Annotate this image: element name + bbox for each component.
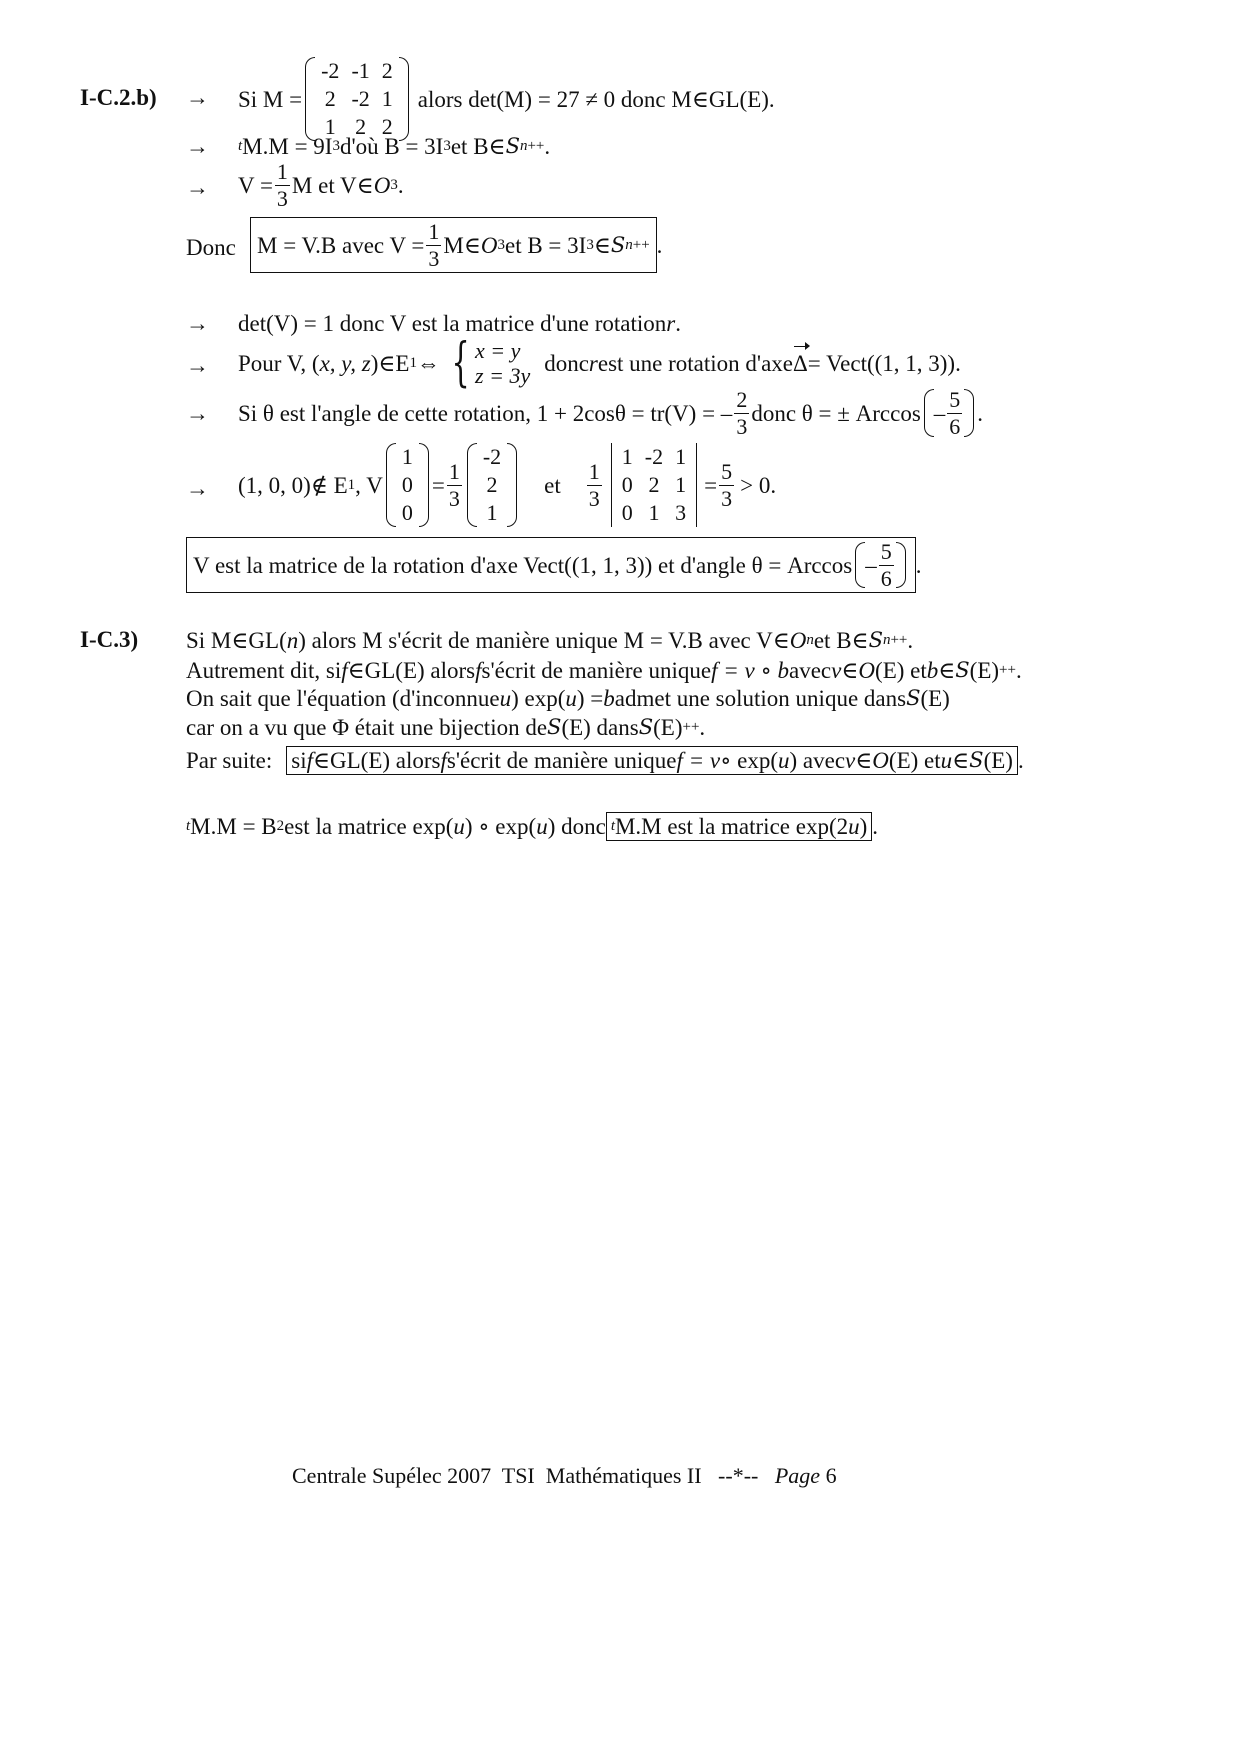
text: avec bbox=[789, 657, 832, 683]
vector-e1-table bbox=[396, 443, 419, 528]
script-O: O bbox=[789, 627, 807, 653]
fraction bbox=[426, 220, 441, 269]
script-O: O bbox=[858, 657, 876, 683]
arrow-icon: → bbox=[186, 476, 209, 501]
text: ∈ bbox=[952, 747, 970, 773]
var-b: b bbox=[603, 685, 615, 711]
text: > 0. bbox=[740, 472, 777, 498]
var-u: u bbox=[453, 813, 465, 839]
para-line-2: Autrement dit, si f ∈GL(E) alors f s'écrit de manière unique f = v ∘ b avec v ∈ O (E) et b ∈ S (E) ++ . bbox=[186, 657, 1022, 683]
text: donc θ = ± Arccos bbox=[751, 400, 921, 426]
matrix-cell: 1 bbox=[486, 500, 498, 526]
var-f: f bbox=[306, 747, 313, 773]
script-S: S bbox=[610, 232, 626, 257]
matrix-cell: -2 bbox=[482, 443, 502, 469]
matrix-cell: 1 bbox=[324, 114, 336, 140]
equation: f = v ∘ b bbox=[711, 657, 790, 683]
frac-den: 3 bbox=[736, 413, 748, 439]
frac-num: 1 bbox=[428, 219, 440, 245]
text: det(V) = 1 donc V est la matrice d'une rotation bbox=[238, 310, 667, 336]
punct: . bbox=[907, 627, 914, 653]
text: ) alors M s'écrit de manière unique M = V.B avec V∈ bbox=[298, 627, 790, 653]
paren-right bbox=[896, 542, 906, 588]
left-brace-icon: { bbox=[451, 333, 470, 393]
result-box-rotation bbox=[186, 537, 916, 593]
text: ∈ bbox=[855, 747, 873, 773]
text: ) donc bbox=[547, 813, 606, 839]
var-u: u bbox=[848, 813, 860, 839]
text: si bbox=[291, 747, 307, 773]
var-r: r bbox=[666, 310, 676, 336]
var-f: f bbox=[341, 657, 348, 683]
frac-den: 3 bbox=[588, 485, 600, 511]
fraction bbox=[879, 540, 894, 589]
script-O: O bbox=[480, 232, 498, 258]
text: donc bbox=[544, 350, 589, 376]
matrix-cell: 1 bbox=[401, 443, 413, 469]
matrix-row bbox=[616, 471, 692, 499]
matrix-cell: -1 bbox=[351, 57, 370, 83]
footer-page-label: Page bbox=[774, 1463, 821, 1488]
matrix-row bbox=[477, 471, 507, 499]
punct: . bbox=[656, 232, 663, 258]
minus: – bbox=[933, 400, 946, 426]
para-line-4: car on a vu que Φ était une bijection de S (E) dans S (E) ++ . bbox=[186, 714, 706, 740]
matrix-cell: 0 bbox=[621, 471, 633, 497]
para-line-5 bbox=[186, 744, 1024, 776]
matrix-cell: 2 bbox=[381, 114, 393, 140]
fraction bbox=[447, 460, 462, 509]
text-si-m: Si M = bbox=[238, 86, 303, 112]
line-matrix-M bbox=[238, 54, 775, 144]
text: ) avec bbox=[789, 747, 846, 773]
paren-left bbox=[386, 443, 396, 528]
page-footer bbox=[292, 1465, 837, 1487]
text-et: et bbox=[544, 472, 561, 498]
matrix-row bbox=[396, 443, 419, 471]
line-angle bbox=[238, 386, 983, 440]
text: , V bbox=[355, 472, 383, 498]
var-f: f bbox=[440, 747, 447, 773]
matrix-row bbox=[477, 499, 507, 527]
var-u: u bbox=[565, 685, 577, 711]
text: = Vect((1, 1, 3)). bbox=[807, 350, 961, 376]
text: Si M∈GL( bbox=[186, 627, 287, 653]
matrix-cell: -2 bbox=[351, 85, 370, 111]
matrix-row bbox=[396, 471, 419, 499]
paren-group bbox=[855, 539, 906, 591]
punct: . bbox=[675, 310, 681, 336]
matrix-cell: 2 bbox=[355, 114, 367, 140]
text: s'écrit de manière unique bbox=[446, 747, 677, 773]
var-xyz: x, y, z bbox=[319, 350, 371, 376]
matrix-row bbox=[477, 443, 507, 471]
var-b: b bbox=[926, 657, 939, 683]
equals: = bbox=[431, 472, 445, 498]
punct: . bbox=[699, 714, 706, 740]
matrix-cell: -2 bbox=[644, 443, 664, 469]
matrix-cell: 3 bbox=[675, 500, 687, 526]
punct: . bbox=[977, 400, 984, 426]
matrix-cell: 1 bbox=[621, 443, 633, 469]
text-det-M: alors det(M) = 27 ≠ 0 donc M∈GL(E). bbox=[417, 86, 775, 112]
text: admet une solution unique dans bbox=[614, 685, 907, 711]
text: s'écrit de manière unique bbox=[481, 657, 712, 683]
paren-right bbox=[964, 389, 974, 437]
equation: f = v bbox=[676, 747, 721, 773]
paren-right bbox=[399, 57, 409, 142]
punct: . bbox=[544, 133, 551, 159]
text: ∈GL(E) alors bbox=[312, 747, 441, 773]
fraction bbox=[719, 460, 734, 509]
frac-den: 3 bbox=[276, 185, 288, 211]
text-et: et B∈ bbox=[450, 133, 506, 159]
text: On sait que l'équation (d'inconnue bbox=[186, 685, 500, 711]
punct: . bbox=[915, 552, 922, 578]
frac-num: 5 bbox=[721, 459, 733, 485]
paren-left bbox=[924, 389, 934, 437]
system-eq-1: x = y bbox=[475, 337, 521, 363]
arrow-icon: → bbox=[186, 311, 209, 336]
text: Autrement dit, si bbox=[186, 657, 342, 683]
script-O: O bbox=[872, 747, 889, 773]
arrow-icon: → bbox=[186, 353, 209, 378]
para-line-1: Si M∈GL( n ) alors M s'écrit de manière unique M = V.B avec V∈ O n et B∈ S n ++ . bbox=[186, 627, 914, 653]
matrix-cell: 1 bbox=[675, 471, 687, 497]
arrow-icon: → bbox=[186, 85, 209, 110]
script-S: S bbox=[969, 747, 984, 772]
text: (E) bbox=[920, 685, 950, 711]
footer-page-number: 6 bbox=[820, 1463, 837, 1488]
text: et B∈ bbox=[813, 627, 869, 653]
result-box-exp2u: t M.M est la matrice exp(2 u ) bbox=[606, 812, 872, 841]
text: ) ∘ exp( bbox=[464, 813, 537, 839]
text: ∈ bbox=[841, 657, 859, 683]
text: Si θ est l'angle de cette rotation, 1 + 2cosθ = tr(V) = – bbox=[238, 400, 733, 426]
arrow-icon: → bbox=[186, 175, 209, 200]
text: car on a vu que Φ était une bijection de bbox=[186, 714, 548, 740]
frac-num: 2 bbox=[736, 387, 748, 413]
arrow-icon: → bbox=[186, 134, 209, 159]
matrix-cell: 1 bbox=[648, 500, 660, 526]
matrix-M-table bbox=[315, 57, 399, 142]
script-S: S bbox=[868, 627, 883, 652]
frac-num: 1 bbox=[276, 159, 288, 185]
text-v-in: M et V∈ bbox=[291, 172, 374, 198]
footer-text: Centrale Supélec 2007 TSI Mathématiques II --*-- bbox=[292, 1463, 775, 1488]
text: ∈ bbox=[593, 232, 611, 258]
fraction bbox=[587, 460, 602, 509]
paren-right bbox=[419, 443, 429, 528]
fraction bbox=[734, 388, 749, 437]
frac-den: 3 bbox=[448, 485, 460, 511]
script-S: S bbox=[906, 685, 921, 710]
script-S: S bbox=[955, 657, 970, 682]
det-bar-left bbox=[611, 443, 612, 528]
vector-ve1-table bbox=[477, 443, 507, 528]
vector-ve1 bbox=[467, 443, 517, 528]
vector-e1 bbox=[386, 443, 429, 528]
text: ∈GL(E) alors bbox=[347, 657, 476, 683]
punct: . bbox=[872, 813, 879, 839]
paren-left bbox=[855, 542, 865, 588]
paren-left bbox=[305, 57, 315, 142]
arrow-icon: → bbox=[186, 401, 209, 426]
fraction bbox=[947, 388, 962, 437]
punct: . bbox=[1015, 657, 1022, 683]
text-donc: Donc bbox=[186, 235, 236, 260]
text: V est la matrice de la rotation d'axe Vect((1, 1, 3)) et d'angle θ = Arccos bbox=[193, 552, 853, 578]
text: ) exp( bbox=[511, 685, 566, 711]
section-label-c2b: I-C.2.b) bbox=[80, 85, 157, 110]
iff: ⇔ bbox=[416, 350, 440, 376]
text: M = V.B avec V = bbox=[257, 232, 425, 258]
matrix-cell: 0 bbox=[401, 471, 413, 497]
var-u: u bbox=[940, 747, 953, 773]
var-v: v bbox=[845, 747, 856, 773]
frac-den: 3 bbox=[721, 485, 733, 511]
matrix-cell: -2 bbox=[321, 57, 340, 83]
fraction-one-third bbox=[275, 160, 290, 209]
det-bar-right bbox=[696, 443, 697, 528]
frac-den: 6 bbox=[880, 565, 892, 591]
frac-den: 3 bbox=[428, 245, 440, 271]
paren-left bbox=[467, 443, 477, 528]
text: (E) bbox=[983, 747, 1013, 773]
frac-num: 1 bbox=[448, 459, 460, 485]
var-u: u bbox=[536, 813, 548, 839]
system-eq-2: z = 3y bbox=[475, 363, 531, 388]
text: ) bbox=[859, 813, 868, 839]
text: (1, 0, 0)∉ E bbox=[238, 472, 348, 498]
matrix-cell: 2 bbox=[381, 57, 393, 83]
var-u: u bbox=[778, 747, 790, 773]
text: M.M est la matrice exp(2 bbox=[614, 813, 849, 839]
text: Pour V, ( bbox=[238, 350, 320, 376]
var-u: u bbox=[499, 685, 512, 711]
text-par-suite: Par suite: bbox=[186, 747, 273, 773]
frac-num: 5 bbox=[880, 539, 892, 565]
matrix-cell: 1 bbox=[675, 443, 687, 469]
matrix-row bbox=[616, 443, 692, 471]
matrix-row bbox=[315, 85, 399, 113]
text: ∈ bbox=[938, 657, 956, 683]
text: (E) et bbox=[875, 657, 927, 683]
matrix-row bbox=[616, 499, 692, 527]
script-O: O bbox=[373, 172, 391, 198]
para-line-6: t M.M = B 2 est la matrice exp( u ) ∘ exp( u ) donc t M.M est la matrice exp(2 u ) . bbox=[186, 813, 879, 839]
text: )∈E bbox=[370, 350, 410, 376]
equation-system bbox=[444, 333, 531, 393]
text: (E) dans bbox=[561, 714, 639, 740]
determinant-table bbox=[616, 443, 692, 528]
frac-num: 5 bbox=[949, 387, 961, 413]
para-line-3 bbox=[186, 684, 950, 712]
text: et B = 3I bbox=[504, 232, 587, 258]
line-box2 bbox=[186, 537, 921, 593]
equals: = bbox=[704, 472, 718, 498]
var-n: n bbox=[286, 627, 299, 653]
matrix-cell: 0 bbox=[401, 500, 413, 526]
matrix-cell: 0 bbox=[621, 500, 633, 526]
var-v: v bbox=[831, 657, 842, 683]
matrix-cell: 2 bbox=[648, 471, 660, 497]
matrix-row bbox=[315, 57, 399, 85]
frac-den: 6 bbox=[949, 413, 961, 439]
text: (E) et bbox=[888, 747, 941, 773]
matrix-cell: 2 bbox=[324, 85, 336, 111]
vector-delta: Δ bbox=[792, 350, 808, 376]
text: ∘ exp( bbox=[720, 747, 778, 773]
text: M.M = B bbox=[190, 813, 277, 839]
text: M∈ bbox=[443, 232, 481, 258]
matrix-cell: 1 bbox=[381, 85, 393, 111]
text-tmm: M.M = 9I bbox=[242, 133, 333, 159]
result-box-decomposition: M = V.B avec V = $\frac{1}{3}$ M∈ O 3 et B = 3I 3 ∈ S n ++ bbox=[250, 217, 657, 273]
line-tMM: t M.M = 9I 3 d'où B = 3I 3 et B∈ S n ++ . bbox=[238, 133, 551, 159]
text: est la matrice exp( bbox=[284, 813, 454, 839]
script-S: S bbox=[505, 133, 520, 158]
matrix-cell: 2 bbox=[486, 471, 498, 497]
line-box1 bbox=[250, 217, 662, 273]
text-v: V = bbox=[238, 172, 273, 198]
line-orientation: (1, 0, 0)∉ E 1 , V 1 0 0 = $\frac{1}{3}$ -2 2 1 et $\frac{1}{3}$ 1 -2 1 0 2 1 0 1 3 = $\frac{5}{3}$ > 0. bbox=[238, 443, 776, 527]
matrix-M bbox=[305, 57, 409, 142]
paren-group bbox=[924, 389, 975, 437]
determinant bbox=[607, 443, 701, 528]
section-label-c3: I-C.3) bbox=[80, 627, 139, 652]
minus: – bbox=[865, 552, 877, 578]
text: ) = bbox=[576, 685, 604, 711]
text: (E) bbox=[969, 657, 1000, 683]
text: (E) bbox=[653, 714, 683, 740]
paren-right bbox=[507, 443, 517, 528]
script-S: S bbox=[638, 714, 654, 739]
punct: . bbox=[1017, 747, 1024, 773]
var-r: r bbox=[588, 350, 598, 376]
punct: . bbox=[397, 172, 404, 198]
script-S: S bbox=[547, 714, 562, 739]
line-V: V = $\frac{1}{3}$ M et V∈ O 3 . bbox=[238, 159, 404, 211]
text-b: d'où B = 3I bbox=[339, 133, 444, 159]
result-box-polar bbox=[286, 746, 1018, 775]
line-axis: Pour V, ( x, y, z )∈E 1 ⇔ { x = y z = 3y donc r est une rotation d'axe Δ = Vect((1, 1, 3)). bbox=[238, 333, 961, 393]
frac-num: 1 bbox=[588, 459, 600, 485]
text: est une rotation d'axe bbox=[597, 350, 793, 376]
var-f: f bbox=[475, 657, 482, 683]
matrix-row bbox=[396, 499, 419, 527]
